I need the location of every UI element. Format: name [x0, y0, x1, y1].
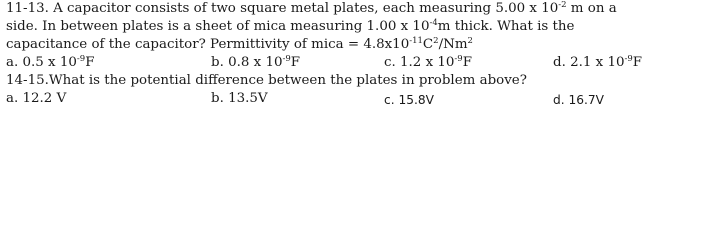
question-11-13-line-1: 11-13. A capacitor consists of two square metal plates, each measuring 5.00 x $10^{-2}$ m on a [6, 0, 617, 16]
question-14-15: 14-15.What is the potential difference between the plates in problem above? [6, 73, 527, 88]
question-11-13-line-2: side. In between plates is a sheet of mica measuring 1.00 x $10^{-4}m$ thick. What is the [6, 18, 575, 34]
option-c: c. 15.8V [384, 93, 434, 107]
option-b: b. 13.5V [211, 91, 268, 106]
option-a: a. 12.2 V [6, 91, 67, 106]
option-c: c. 1.2 x $10^{-9}F$ [384, 54, 472, 70]
option-d: d. 16.7V [553, 93, 604, 107]
question-11-13-line-3: capacitance of the capacitor? Permittivity of mica = $4.8x10^{-11}C^2/Nm^2$ [6, 36, 473, 52]
option-a: a. 0.5 x $10^{-9}F$ [6, 54, 95, 70]
option-b: b. 0.8 x $10^{-9}F$ [211, 54, 301, 70]
option-d: d. 2.1 x $10^{-9}F$ [553, 54, 643, 70]
